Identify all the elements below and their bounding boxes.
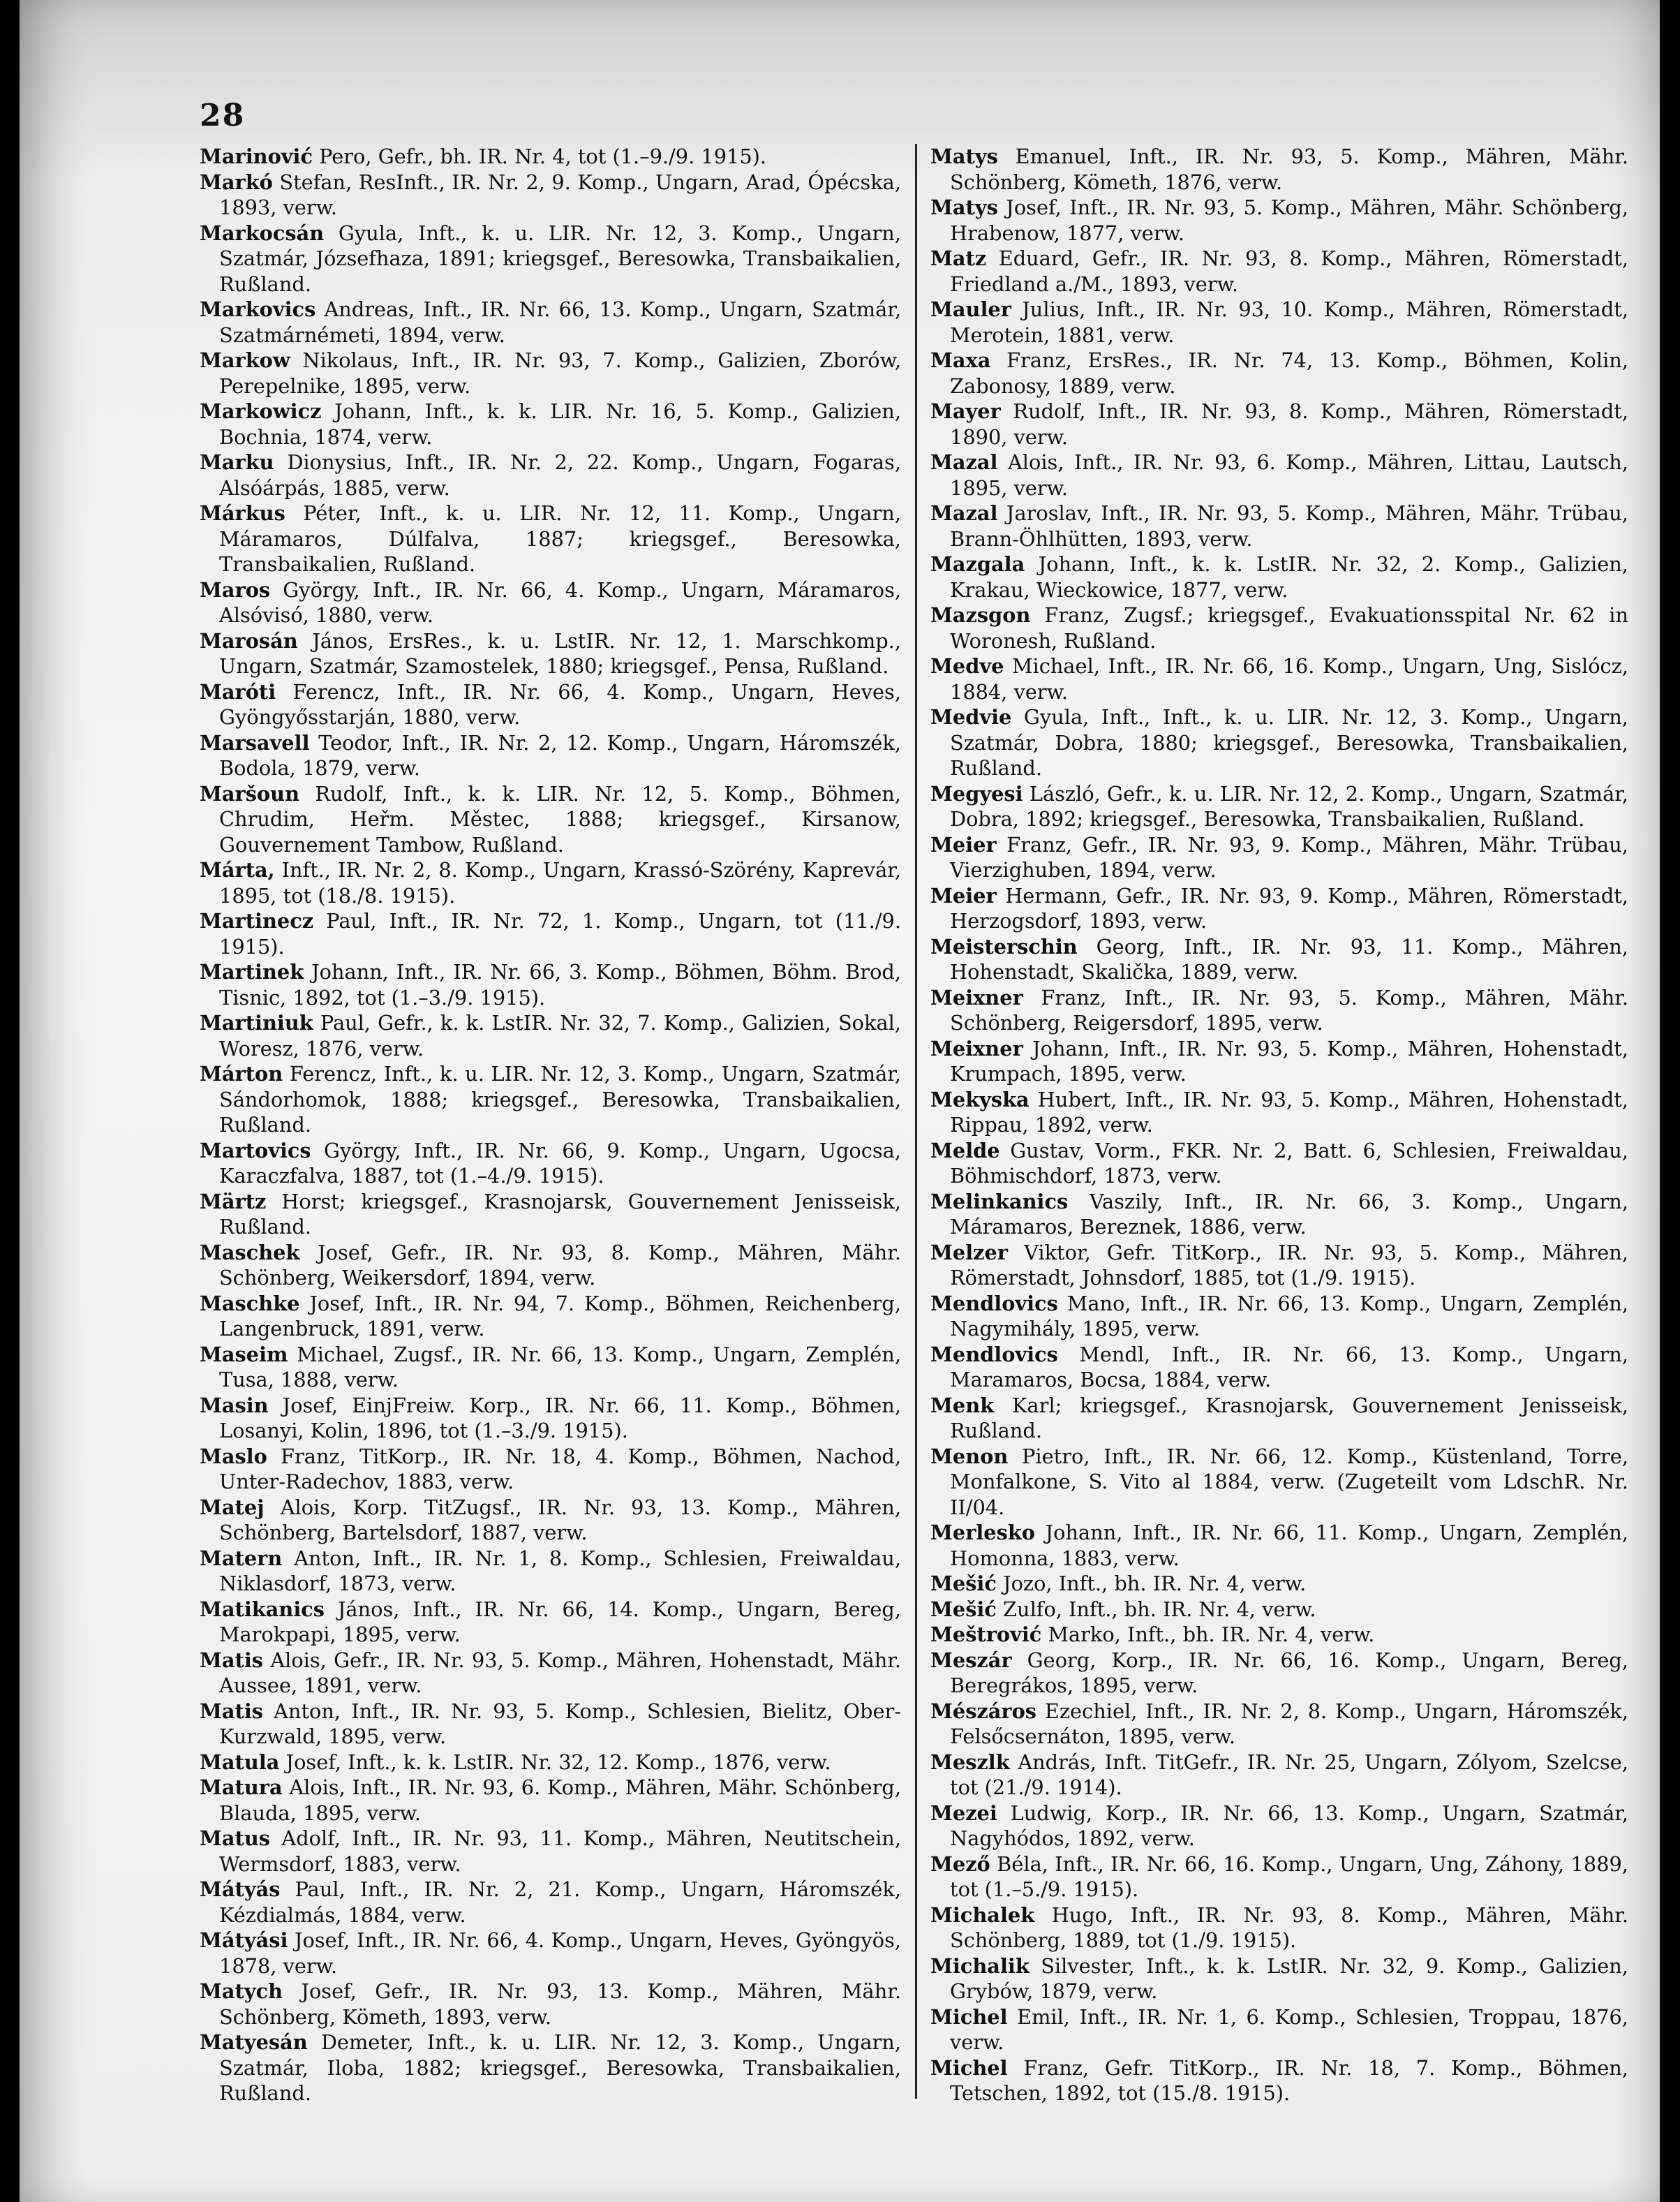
entry-details: Johann, Inft., k. k. LstIR. Nr. 32, 2. Komp., Galizien, Krakau, Wieckowice, 1877, verw.	[950, 552, 1628, 602]
entry-surname: Meixner	[930, 985, 1023, 1010]
entry-details: Michael, Zugsf., IR. Nr. 66, 13. Komp., Ungarn, Zemplén, Tusa, 1888, verw.	[219, 1342, 901, 1391]
column-divider	[915, 144, 917, 2099]
entry-surname: Meštrović	[930, 1623, 1042, 1646]
entry-details: Silvester, Inft., k. k. LstIR. Nr. 32, 9. Komp., Galizien, Grybów, 1879, verw.	[950, 1953, 1628, 2003]
entry-surname: Medve	[930, 654, 1004, 678]
entry-surname: Martiniuk	[200, 1011, 313, 1035]
register-entry	[200, 959, 901, 1010]
entry-surname: Märtz	[200, 1189, 267, 1213]
register-entry	[930, 1240, 1628, 1291]
entry-surname: Matych	[200, 1979, 283, 2003]
entry-details: Gustav, Vorm., FKR. Nr. 2, Batt. 6, Schlesien, Freiwaldau, Böhmischdorf, 1873, verw.	[950, 1138, 1628, 1188]
entry-surname: Maslo	[200, 1444, 267, 1468]
entry-surname: Martinecz	[200, 909, 314, 933]
entry-surname: Michel	[930, 2055, 1008, 2080]
entry-surname: Markó	[200, 170, 273, 194]
entry-details: Béla, Inft., IR. Nr. 66, 16. Komp., Ungarn, Ung, Záhony, 1889, tot (1.–5./9. 1915).	[950, 1852, 1628, 1901]
entry-surname: Michalek	[930, 1902, 1035, 1927]
register-entry	[200, 501, 901, 577]
register-entry	[200, 1444, 901, 1495]
right-column	[930, 144, 1628, 2106]
entry-surname: Meier	[930, 883, 997, 908]
entry-details: Mendl, Inft., IR. Nr. 66, 13. Komp., Ungarn, Maramaros, Bocsa, 1884, verw.	[950, 1342, 1628, 1391]
entry-surname: Maxa	[930, 348, 991, 372]
entry-surname: Mešić	[930, 1572, 997, 1595]
register-entry	[200, 1750, 901, 1775]
register-entry	[930, 1520, 1628, 1571]
register-entry	[930, 1801, 1628, 1852]
register-entry	[200, 1138, 901, 1189]
entry-details: Mano, Inft., IR. Nr. 66, 13. Komp., Ungarn, Zemplén, Nagymihály, 1895, verw.	[950, 1291, 1628, 1340]
register-entry	[200, 1648, 901, 1699]
book-page	[20, 0, 1660, 2202]
entry-details: Teodor, Inft., IR. Nr. 2, 12. Komp., Ungarn, Háromszék, Bodola, 1879, verw.	[219, 730, 901, 780]
entry-details: Gyula, Inft., Inft., k. u. LIR. Nr. 12, 3. Komp., Ungarn, Szatmár, Dobra, 1880; kriegsgef., Beresowka, Transbaikalien, Rußland.	[950, 705, 1628, 780]
entry-details: Zulfo, Inft., bh. IR. Nr. 4, verw.	[996, 1597, 1316, 1621]
entry-details: Alois, Gefr., IR. Nr. 93, 5. Komp., Mähren, Hohenstadt, Mähr. Aussee, 1891, verw.	[219, 1648, 901, 1697]
register-entry	[930, 1902, 1628, 1953]
entry-surname: Mészáros	[930, 1699, 1037, 1723]
register-entry	[930, 1597, 1628, 1623]
entry-surname: Matyesán	[200, 2030, 308, 2054]
entry-surname: Michel	[930, 2004, 1008, 2029]
entry-details: Johann, Inft., IR. Nr. 66, 3. Komp., Böhmen, Böhm. Brod, Tisnic, 1892, tot (1.–3./9. 1915).	[219, 960, 901, 1010]
register-entry	[930, 1699, 1628, 1750]
entry-surname: Markowicz	[200, 399, 322, 423]
page-number: 28	[200, 98, 246, 133]
entry-details: Ezechiel, Inft., IR. Nr. 2, 8. Komp., Ungarn, Háromszék, Felsőcsernáton, 1895, verw.	[950, 1699, 1628, 1748]
entry-surname: Meszlk	[930, 1750, 1010, 1774]
entry-details: Ferencz, Inft., k. u. LIR. Nr. 12, 3. Komp., Ungarn, Szatmár, Sándorhomok, 1888; kriegsgef., Beresowka, Transbaikalien, Rußland.	[219, 1062, 901, 1137]
entry-details: György, Inft., IR. Nr. 66, 4. Komp., Ungarn, Máramaros, Alsóvisó, 1880, verw.	[219, 577, 901, 627]
entry-surname: Megyesi	[930, 781, 1023, 806]
register-entry	[930, 1852, 1628, 1902]
left-column	[200, 144, 901, 2106]
register-entry	[200, 1826, 901, 1877]
register-entry	[200, 170, 901, 221]
register-entry	[930, 450, 1628, 501]
register-entry	[930, 985, 1628, 1036]
entry-details: Josef, Inft., IR. Nr. 93, 5. Komp., Mähren, Mähr. Schönberg, Hrabenow, 1877, verw.	[950, 195, 1628, 245]
entry-surname: Meszár	[930, 1648, 1012, 1672]
register-entry	[930, 1750, 1628, 1801]
register-entry	[930, 832, 1628, 883]
register-entry	[930, 934, 1628, 985]
entry-surname: Meisterschin	[930, 934, 1078, 959]
register-entry	[200, 221, 901, 297]
register-entry	[200, 399, 901, 450]
entry-surname: Melinkanics	[930, 1189, 1069, 1213]
entry-details: Adolf, Inft., IR. Nr. 93, 11. Komp., Mähren, Neutitschein, Wermsdorf, 1883, verw.	[219, 1826, 901, 1876]
register-entry	[200, 857, 901, 908]
entry-surname: Maršoun	[200, 781, 300, 806]
entry-surname: Márkus	[200, 501, 285, 525]
entry-details: Josef, Inft., k. k. LstIR. Nr. 32, 12. Komp., 1876, verw.	[279, 1750, 831, 1774]
register-entry	[930, 1953, 1628, 2004]
entry-surname: Menk	[930, 1393, 995, 1417]
entry-details: Emanuel, Inft., IR. Nr. 93, 5. Komp., Mähren, Mähr. Schönberg, Kömeth, 1876, verw.	[950, 145, 1628, 194]
register-entry	[200, 1495, 901, 1546]
entry-surname: Matura	[200, 1775, 283, 1799]
register-entry	[200, 1979, 901, 2030]
entry-surname: Marosán	[200, 628, 298, 653]
register-entry	[200, 781, 901, 858]
register-entry	[930, 1342, 1628, 1393]
entry-details: Franz, Gefr., IR. Nr. 93, 9. Komp., Mähren, Mähr. Trübau, Vierzighuben, 1894, verw.	[950, 832, 1628, 882]
entry-surname: Matikanics	[200, 1597, 325, 1621]
register-entry	[930, 603, 1628, 653]
entry-surname: Matis	[200, 1648, 263, 1672]
entry-details: Franz, TitKorp., IR. Nr. 18, 4. Komp., Böhmen, Nachod, Unter-Radechov, 1883, verw.	[219, 1444, 901, 1493]
entry-details: János, Inft., IR. Nr. 66, 14. Komp., Ungarn, Bereg, Marokpapi, 1895, verw.	[219, 1597, 901, 1646]
register-entry	[200, 1061, 901, 1138]
entry-details: Eduard, Gefr., IR. Nr. 93, 8. Komp., Mähren, Römerstadt, Friedland a./M., 1893, verw.	[950, 246, 1628, 296]
entry-details: Pero, Gefr., bh. IR. Nr. 4, tot (1.–9./9. 1915).	[313, 145, 767, 168]
entry-details: János, ErsRes., k. u. LstIR. Nr. 12, 1. Marschkomp., Ungarn, Szatmár, Szamostelek, 1880; kriegsgef., Pensa, Rußland.	[219, 628, 901, 678]
entry-surname: Meier	[930, 832, 997, 857]
register-entry	[930, 2004, 1628, 2055]
entry-surname: Matys	[930, 195, 998, 219]
entry-details: Hermann, Gefr., IR. Nr. 93, 9. Komp., Mähren, Römerstadt, Herzogsdorf, 1893, verw.	[950, 883, 1628, 933]
entry-details: Jaroslav, Inft., IR. Nr. 93, 5. Komp., Mähren, Mähr. Trübau, Brann-Öhlhütten, 1893, verw.	[950, 501, 1628, 551]
entry-surname: Merlesko	[930, 1521, 1036, 1544]
register-entry	[200, 679, 901, 730]
register-entry	[200, 450, 901, 501]
entry-details: Inft., IR. Nr. 2, 8. Komp., Ungarn, Krassó-Szörény, Kaprevár, 1895, tot (18./8. 1915).	[219, 858, 901, 908]
entry-surname: Maróti	[200, 679, 276, 704]
entry-surname: Mátyás	[200, 1877, 281, 1901]
entry-surname: Marsavell	[200, 730, 310, 755]
entry-details: Ferencz, Inft., IR. Nr. 66, 4. Komp., Ungarn, Heves, Gyöngyősstarján, 1880, verw.	[219, 679, 901, 729]
entry-details: Paul, Gefr., k. k. LstIR. Nr. 32, 7. Komp., Galizien, Sokal, Woresz, 1876, verw.	[219, 1011, 901, 1061]
entry-details: Rudolf, Inft., IR. Nr. 93, 8. Komp., Mähren, Römerstadt, 1890, verw.	[950, 399, 1628, 449]
entry-surname: Michalik	[930, 1953, 1029, 1978]
entry-details: Emil, Inft., IR. Nr. 1, 6. Komp., Schlesien, Troppau, 1876, verw.	[950, 2004, 1628, 2054]
entry-surname: Maseim	[200, 1342, 288, 1366]
entry-details: Marko, Inft., bh. IR. Nr. 4, verw.	[1041, 1623, 1375, 1646]
entry-details: Paul, Inft., IR. Nr. 72, 1. Komp., Ungarn, tot (11./9. 1915).	[219, 909, 901, 959]
entry-details: Péter, Inft., k. u. LIR. Nr. 12, 11. Komp., Ungarn, Máramaros, Dúlfalva, 1887; kriegsgef., Beresowka, Transbaikalien, Rußland.	[219, 501, 901, 576]
register-entry	[200, 1775, 901, 1826]
entry-surname: Maschek	[200, 1240, 300, 1264]
register-entry	[930, 144, 1628, 195]
entry-surname: Mazgala	[930, 552, 1025, 576]
entry-surname: Mendlovics	[930, 1291, 1058, 1315]
register-entry	[930, 1622, 1628, 1648]
register-entry	[930, 653, 1628, 704]
entry-surname: Marinović	[200, 145, 313, 168]
entry-surname: Matys	[930, 145, 998, 168]
register-entry	[200, 1010, 901, 1061]
entry-details: László, Gefr., k. u. LIR. Nr. 12, 2. Komp., Ungarn, Szatmár, Dobra, 1892; kriegsgef., Beresowka, Transbaikalien, Rußland.	[950, 781, 1628, 831]
entry-surname: Markovics	[200, 297, 316, 321]
register-entry	[200, 1928, 901, 1979]
register-entry	[200, 1546, 901, 1597]
entry-details: Gyula, Inft., k. u. LIR. Nr. 12, 3. Komp., Ungarn, Szatmár, Józsefhaza, 1891; kriegsgef., Beresowka, Transbaikalien, Rußland.	[219, 221, 901, 296]
register-entry	[200, 1393, 901, 1444]
register-entry	[200, 1291, 901, 1342]
entry-details: Jozo, Inft., bh. IR. Nr. 4, verw.	[996, 1572, 1307, 1595]
entry-surname: Márta,	[200, 858, 275, 882]
entry-details: Dionysius, Inft., IR. Nr. 2, 22. Komp., Ungarn, Fogaras, Alsóárpás, 1885, verw.	[219, 450, 901, 500]
entry-details: Josef, Gefr., IR. Nr. 93, 8. Komp., Mähren, Mähr. Schönberg, Weikersdorf, 1894, verw.	[219, 1240, 901, 1290]
register-entry	[930, 1444, 1628, 1521]
entry-details: Viktor, Gefr. TitKorp., IR. Nr. 93, 5. Komp., Mähren, Römerstadt, Johnsdorf, 1885, tot (1./9. 1915).	[950, 1240, 1628, 1290]
entry-surname: Martinek	[200, 960, 304, 984]
entry-surname: Mauler	[930, 297, 1011, 321]
entry-details: Franz, ErsRes., IR. Nr. 74, 13. Komp., Böhmen, Kolin, Zabonosy, 1889, verw.	[950, 348, 1628, 398]
register-entry	[930, 348, 1628, 399]
entry-surname: Matula	[200, 1750, 280, 1774]
entry-details: Johann, Inft., IR. Nr. 66, 11. Komp., Ungarn, Zemplén, Homonna, 1883, verw.	[950, 1521, 1628, 1570]
entry-details: Pietro, Inft., IR. Nr. 66, 12. Komp., Küstenland, Torre, Monfalkone, S. Vito al 1884, verw. (Zugeteilt vom LdschR. Nr. II/04.	[950, 1444, 1628, 1519]
entry-surname: Mező	[930, 1852, 990, 1876]
register-entry	[200, 297, 901, 348]
register-entry	[930, 399, 1628, 450]
entry-surname: Marku	[200, 450, 274, 474]
entry-surname: Markow	[200, 348, 290, 372]
entry-details: Johann, Inft., IR. Nr. 93, 5. Komp., Mähren, Hohenstadt, Krumpach, 1895, verw.	[950, 1036, 1628, 1086]
register-entry	[200, 2030, 901, 2106]
register-entry	[930, 1087, 1628, 1138]
entry-details: Josef, Inft., IR. Nr. 66, 4. Komp., Ungarn, Heves, Gyöngyös, 1878, verw.	[219, 1928, 901, 1978]
entry-surname: Mekyska	[930, 1087, 1029, 1111]
entry-surname: Mazsgon	[930, 603, 1031, 627]
register-entry	[930, 704, 1628, 781]
entry-details: Georg, Inft., IR. Nr. 93, 11. Komp., Mähren, Hohenstadt, Skalička, 1889, verw.	[950, 934, 1628, 984]
register-entry	[930, 1648, 1628, 1699]
register-entry	[200, 1342, 901, 1393]
register-entry	[930, 1571, 1628, 1597]
entry-details: Hubert, Inft., IR. Nr. 93, 5. Komp., Mähren, Hohenstadt, Rippau, 1892, verw.	[950, 1087, 1628, 1137]
entry-surname: Maschke	[200, 1291, 300, 1315]
entry-details: Julius, Inft., IR. Nr. 93, 10. Komp., Mähren, Römerstadt, Merotein, 1881, verw.	[950, 297, 1628, 347]
entry-surname: Matus	[200, 1826, 270, 1850]
entry-surname: Markocsán	[200, 221, 325, 245]
register-entry	[200, 730, 901, 781]
register-entry	[200, 348, 901, 399]
entry-details: Johann, Inft., k. k. LIR. Nr. 16, 5. Komp., Galizien, Bochnia, 1874, verw.	[219, 399, 901, 449]
entry-details: Demeter, Inft., k. u. LIR. Nr. 12, 3. Komp., Ungarn, Szatmár, Iloba, 1882; kriegsgef., Beresowka, Transbaikalien, Rußland.	[219, 2030, 901, 2105]
entry-surname: Melde	[930, 1138, 1000, 1162]
register-entry	[930, 1393, 1628, 1444]
entry-surname: Mendlovics	[930, 1342, 1058, 1366]
register-entry	[200, 144, 901, 170]
register-entry	[930, 1189, 1628, 1240]
entry-details: Franz, Zugsf.; kriegsgef., Evakuationsspital Nr. 62 in Woronesh, Rußland.	[950, 603, 1628, 653]
register-entry	[200, 908, 901, 959]
entry-surname: Matej	[200, 1495, 265, 1519]
entry-details: Paul, Inft., IR. Nr. 2, 21. Komp., Ungarn, Háromszék, Kézdialmás, 1884, verw.	[219, 1877, 901, 1927]
entry-details: Ludwig, Korp., IR. Nr. 66, 13. Komp., Ungarn, Szatmár, Nagyhódos, 1892, verw.	[950, 1801, 1628, 1850]
entry-details: Rudolf, Inft., k. k. LIR. Nr. 12, 5. Komp., Böhmen, Chrudim, Heřm. Městec, 1888; kriegsgef., Kirsanow, Gouvernement Tambow, Rußland.	[219, 781, 901, 857]
entry-details: Georg, Korp., IR. Nr. 66, 16. Komp., Ungarn, Bereg, Beregrákos, 1895, verw.	[950, 1648, 1628, 1697]
entry-surname: Mazal	[930, 501, 998, 525]
entry-details: András, Inft. TitGefr., IR. Nr. 25, Ungarn, Zólyom, Szelcse, tot (21./9. 1914).	[950, 1750, 1628, 1799]
entry-surname: Matern	[200, 1546, 283, 1570]
entry-surname: Mezei	[930, 1801, 997, 1825]
entry-surname: Márton	[200, 1062, 283, 1086]
entry-surname: Mešić	[930, 1597, 997, 1621]
entry-details: Franz, Gefr. TitKorp., IR. Nr. 18, 7. Komp., Böhmen, Tetschen, 1892, tot (15./8. 1915).	[950, 2055, 1628, 2105]
entry-details: Karl; kriegsgef., Krasnojarsk, Gouvernement Jenisseisk, Rußland.	[950, 1393, 1628, 1442]
register-entry	[200, 628, 901, 679]
register-entry	[200, 577, 901, 628]
register-entry	[200, 1240, 901, 1291]
register-entry	[930, 883, 1628, 934]
entry-surname: Melzer	[930, 1240, 1008, 1264]
register-entry	[930, 552, 1628, 603]
register-entry	[200, 1189, 901, 1240]
entry-details: Horst; kriegsgef., Krasnojarsk, Gouvernement Jenisseisk, Rußland.	[219, 1189, 901, 1239]
entry-surname: Matis	[200, 1699, 263, 1723]
entry-details: Anton, Inft., IR. Nr. 93, 5. Komp., Schlesien, Bielitz, Ober-Kurzwald, 1895, verw.	[219, 1699, 901, 1748]
entry-details: Nikolaus, Inft., IR. Nr. 93, 7. Komp., Galizien, Zborów, Perepelnike, 1895, verw.	[219, 348, 901, 398]
register-entry	[930, 1138, 1628, 1189]
entry-details: Franz, Inft., IR. Nr. 93, 5. Komp., Mähren, Mähr. Schönberg, Reigersdorf, 1895, verw.	[950, 985, 1628, 1035]
entry-details: Josef, Gefr., IR. Nr. 93, 13. Komp., Mähren, Mähr. Schönberg, Kömeth, 1893, verw.	[219, 1979, 901, 2029]
entry-details: Anton, Inft., IR. Nr. 1, 8. Komp., Schlesien, Freiwaldau, Niklasdorf, 1873, verw.	[219, 1546, 901, 1595]
entry-details: Vaszily, Inft., IR. Nr. 66, 3. Komp., Ungarn, Máramaros, Bereznek, 1886, verw.	[950, 1189, 1628, 1239]
entry-surname: Mazal	[930, 450, 998, 474]
entry-surname: Martovics	[200, 1138, 311, 1162]
entry-details: György, Inft., IR. Nr. 66, 9. Komp., Ungarn, Ugocsa, Karaczfalva, 1887, tot (1.–4./9. 1915).	[219, 1138, 901, 1188]
entry-details: Stefan, ResInft., IR. Nr. 2, 9. Komp., Ungarn, Arad, Ópécska, 1893, verw.	[219, 170, 901, 219]
entry-surname: Medvie	[930, 705, 1012, 729]
entry-details: Alois, Inft., IR. Nr. 93, 6. Komp., Mähren, Littau, Lautsch, 1895, verw.	[950, 450, 1628, 500]
entry-surname: Mayer	[930, 399, 1001, 423]
entry-details: Hugo, Inft., IR. Nr. 93, 8. Komp., Mähren, Mähr. Schönberg, 1889, tot (1./9. 1915).	[950, 1902, 1628, 1952]
register-entry	[930, 781, 1628, 832]
register-entry	[930, 1036, 1628, 1087]
entry-surname: Masin	[200, 1393, 269, 1417]
register-entry	[930, 2055, 1628, 2106]
register-entry	[200, 1597, 901, 1648]
register-entry	[930, 195, 1628, 246]
register-entry	[930, 501, 1628, 552]
entry-surname: Maros	[200, 577, 271, 602]
entry-surname: Mátyási	[200, 1928, 288, 1952]
entry-surname: Matz	[930, 246, 987, 270]
entry-details: Josef, Inft., IR. Nr. 94, 7. Komp., Böhmen, Reichenberg, Langenbruck, 1891, verw.	[219, 1291, 901, 1340]
register-entry	[930, 246, 1628, 297]
entry-details: Alois, Inft., IR. Nr. 93, 6. Komp., Mähren, Mähr. Schönberg, Blauda, 1895, verw.	[219, 1775, 901, 1825]
entry-details: Josef, EinjFreiw. Korp., IR. Nr. 66, 11. Komp., Böhmen, Losanyi, Kolin, 1896, tot (1.–3./9. 1915).	[219, 1393, 901, 1442]
register-entry	[200, 1699, 901, 1750]
register-entry	[930, 297, 1628, 348]
register-entry	[930, 1291, 1628, 1342]
register-entry	[200, 1877, 901, 1928]
entry-surname: Meixner	[930, 1036, 1023, 1061]
entry-details: Alois, Korp. TitZugsf., IR. Nr. 93, 13. Komp., Mähren, Schönberg, Bartelsdorf, 1887, verw.	[219, 1495, 901, 1544]
entry-details: Andreas, Inft., IR. Nr. 66, 13. Komp., Ungarn, Szatmár, Szatmárnémeti, 1894, verw.	[219, 297, 901, 347]
entry-surname: Menon	[930, 1444, 1009, 1468]
entry-details: Michael, Inft., IR. Nr. 66, 16. Komp., Ungarn, Ung, Sislócz, 1884, verw.	[950, 654, 1628, 704]
